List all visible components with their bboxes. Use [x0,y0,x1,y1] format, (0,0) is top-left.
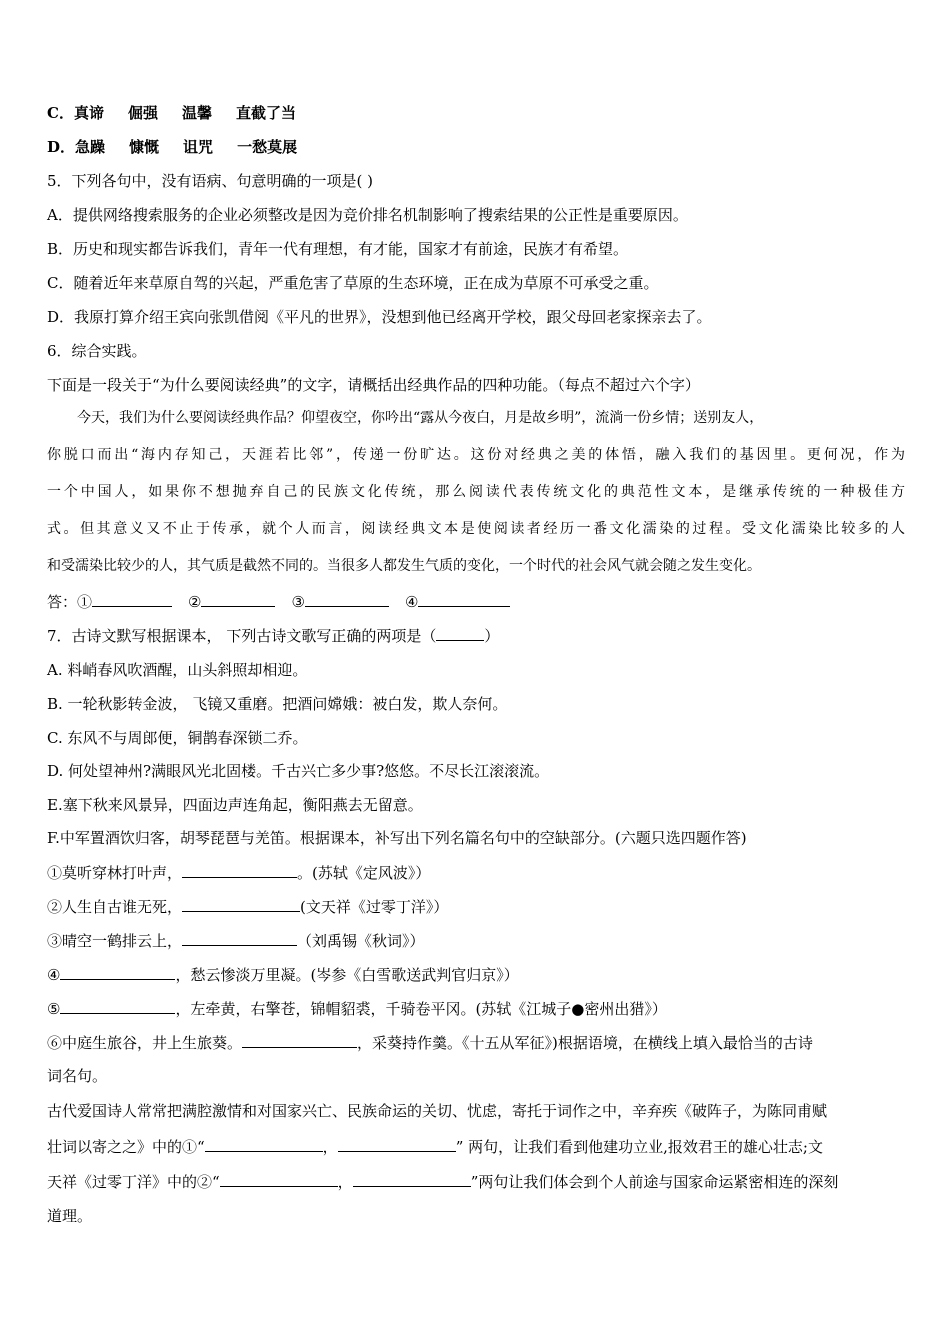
fill-prefix: ④ [47,966,61,984]
q5-option-c: C．随着近年来草原自驾的兴起，严重危害了草原的生态环境，正在成为草原不可承受之重。 [47,274,659,292]
context-paragraph-line: 古代爱国诗人常常把满腔激情和对国家兴亡、民族命运的关切、忧虑，寄托于词作之中，辛弃疾《破阵子，为陈同甫赋 [47,1102,828,1120]
fill-blank[interactable] [182,896,300,912]
para-text: 天祥《过零丁洋》中的②“ [47,1173,220,1191]
fill-prefix: ③晴空一鹤排云上， [47,932,183,950]
para-text: ”两句让我们体会到个人前途与国家命运紧密相连的深刻 [470,1173,839,1191]
q7-stem-text: 7．古诗文默写根据课本， 下列古诗文歌写正确的两项是（ [47,627,437,645]
q7-option-e: E.塞下秋来风景异，四面边声连角起，衡阳燕去无留意。 [47,796,423,814]
q6-passage-line: 式。但其意义又不止于传承，就个人而言，阅读经典文本是使阅读者经历一番文化濡染的过程。受文化濡染比较多的人 [47,521,905,537]
fill-item-6-cont: 词名句。 [47,1067,108,1085]
fill-blank[interactable] [242,1032,357,1048]
option-word: 真谛 [73,104,104,122]
q7-option-d: D. 何处望神州?满眼风光北固楼。千古兴亡多少事?悠悠。不尽长江滚滚流。 [47,762,550,780]
para-text: 壮词以寄之之》中的①“ [47,1138,205,1156]
q6-intro: 下面是一段关于“为什么要阅读经典”的文字，请概括出经典作品的四种功能。（每点不超过六个字） [47,376,700,394]
fill-suffix: 。(苏轼《定风波》） [297,864,431,882]
q7-option-b: B. 一轮秋影转金波， 飞镜又重磨。把酒问嫦娥：被白发，欺人奈何。 [47,695,508,713]
fill-item-4 [47,964,519,985]
context-paragraph-line: 道理。 [47,1207,93,1225]
option-label: C． [47,104,74,122]
fill-blank[interactable] [60,964,175,980]
answer-mark: ① [77,593,93,611]
answer-mark: ③ [291,593,305,611]
option-word: 慷慨 [129,138,160,156]
fill-suffix: （刘禹锡《秋词》） [297,932,425,950]
q6-passage-line: 今天，我们为什么要阅读经典作品？仰望夜空，你吟出“露从今夜白，月是故乡明”，流淌一份乡情；送别友人， [77,410,764,426]
q6-answer-row [47,591,510,612]
fill-item-1 [47,862,430,883]
fill-item-5 [47,998,667,1019]
q7-option-a: A. 料峭春风吹酒醒，山头斜照却相迎。 [47,661,308,679]
fill-blank[interactable] [182,862,297,878]
q7-stem-end: ） [484,627,500,645]
answer-blank[interactable] [201,591,275,607]
fill-blank[interactable] [338,1136,456,1152]
q7-option-c: C. 东风不与周郎便，铜鹊春深锁二乔。 [47,729,308,747]
q4-option-d [47,137,321,157]
option-word: 温馨 [181,104,212,122]
fill-suffix: ，愁云惨淡万里凝。(岑参《白雪歌送武判官归京》） [175,966,519,984]
fill-prefix: ⑥中庭生旅谷，井上生旅葵。 [47,1034,243,1052]
para-text: ， [337,1173,353,1191]
fill-suffix: ，采葵持作羹。《十五从军征》)根据语境，在横线上填入最恰当的古诗 [357,1034,813,1052]
q5-option-b: B．历史和现实都告诉我们，青年一代有理想，有才能，国家才有前途，民族才有希望。 [47,240,629,258]
fill-item-3 [47,930,425,951]
q7-stem [47,625,499,646]
answer-blank[interactable] [436,625,484,641]
q6-stem: 6．综合实践。 [47,342,147,360]
fill-blank[interactable] [205,1136,323,1152]
answer-blank[interactable] [305,591,389,607]
fill-item-6 [47,1032,905,1053]
q6-passage-line: 一个中国人，如果你不想抛弃自己的民族文化传统，那么阅读代表传统文化的典范性文本，是继承传统的一种极佳方 [47,484,905,500]
answer-label: 答： [47,593,78,611]
q7-option-f: F.中军置酒饮归客，胡琴琵琶与羌笛。根据课本，补写出下列名篇名句中的空缺部分。(六题只选四题作答) [47,829,747,847]
fill-blank[interactable] [182,930,297,946]
fill-blank[interactable] [220,1171,338,1187]
option-word: 直截了当 [236,104,297,122]
q6-passage-line: 和受濡染比较少的人，其气质是截然不同的。当很多人都发生气质的变化，一个时代的社会风气就会随之发生变化。 [47,558,761,574]
para-text: ” 两句，让我们看到他建功立业,报效君王的雄心壮志;文 [455,1138,823,1156]
fill-prefix: ①莫听穿林打叶声， [47,864,183,882]
option-word: 倔强 [127,104,158,122]
answer-blank[interactable] [418,591,510,607]
answer-mark: ② [188,593,202,611]
q5-stem: 5．下列各句中，没有语病、句意明确的一项是( ) [47,172,374,190]
option-word: 急躁 [75,138,106,156]
fill-prefix: ②人生自古谁无死， [47,898,183,916]
fill-blank[interactable] [353,1171,471,1187]
context-paragraph-line [47,1136,823,1157]
context-paragraph-line [47,1171,838,1192]
q5-option-d: D．我原打算介绍王宾向张凯借阅《平凡的世界》，没想到他已经离开学校，跟父母回老家探亲去了。 [47,308,712,326]
option-label: D． [47,138,76,156]
fill-blank[interactable] [60,998,175,1014]
para-text: ， [322,1138,338,1156]
q6-passage-line: 你脱口而出“海内存知己，天涯若比邻”，传递一份旷达。这份对经典之美的体悟，融入我们的基因里。更何况，作为 [47,447,905,463]
fill-suffix: (文天祥《过零丁洋》） [300,898,449,916]
answer-mark: ④ [404,593,419,611]
option-word: 诅咒 [183,138,214,156]
fill-prefix: ⑤ [47,1000,61,1018]
q5-option-a: A．提供网络搜索服务的企业必须整改是因为竞价排名机制影响了搜索结果的公正性是重要原因。 [47,206,688,224]
answer-blank[interactable] [92,591,172,607]
fill-item-2 [47,896,448,917]
q4-option-c [47,103,320,123]
option-word: 一愁莫展 [237,138,298,156]
fill-suffix: ，左牵黄，右擎苍，锦帽貂裘，千骑卷平冈。(苏轼《江城子●密州出猎》） [175,1000,667,1018]
